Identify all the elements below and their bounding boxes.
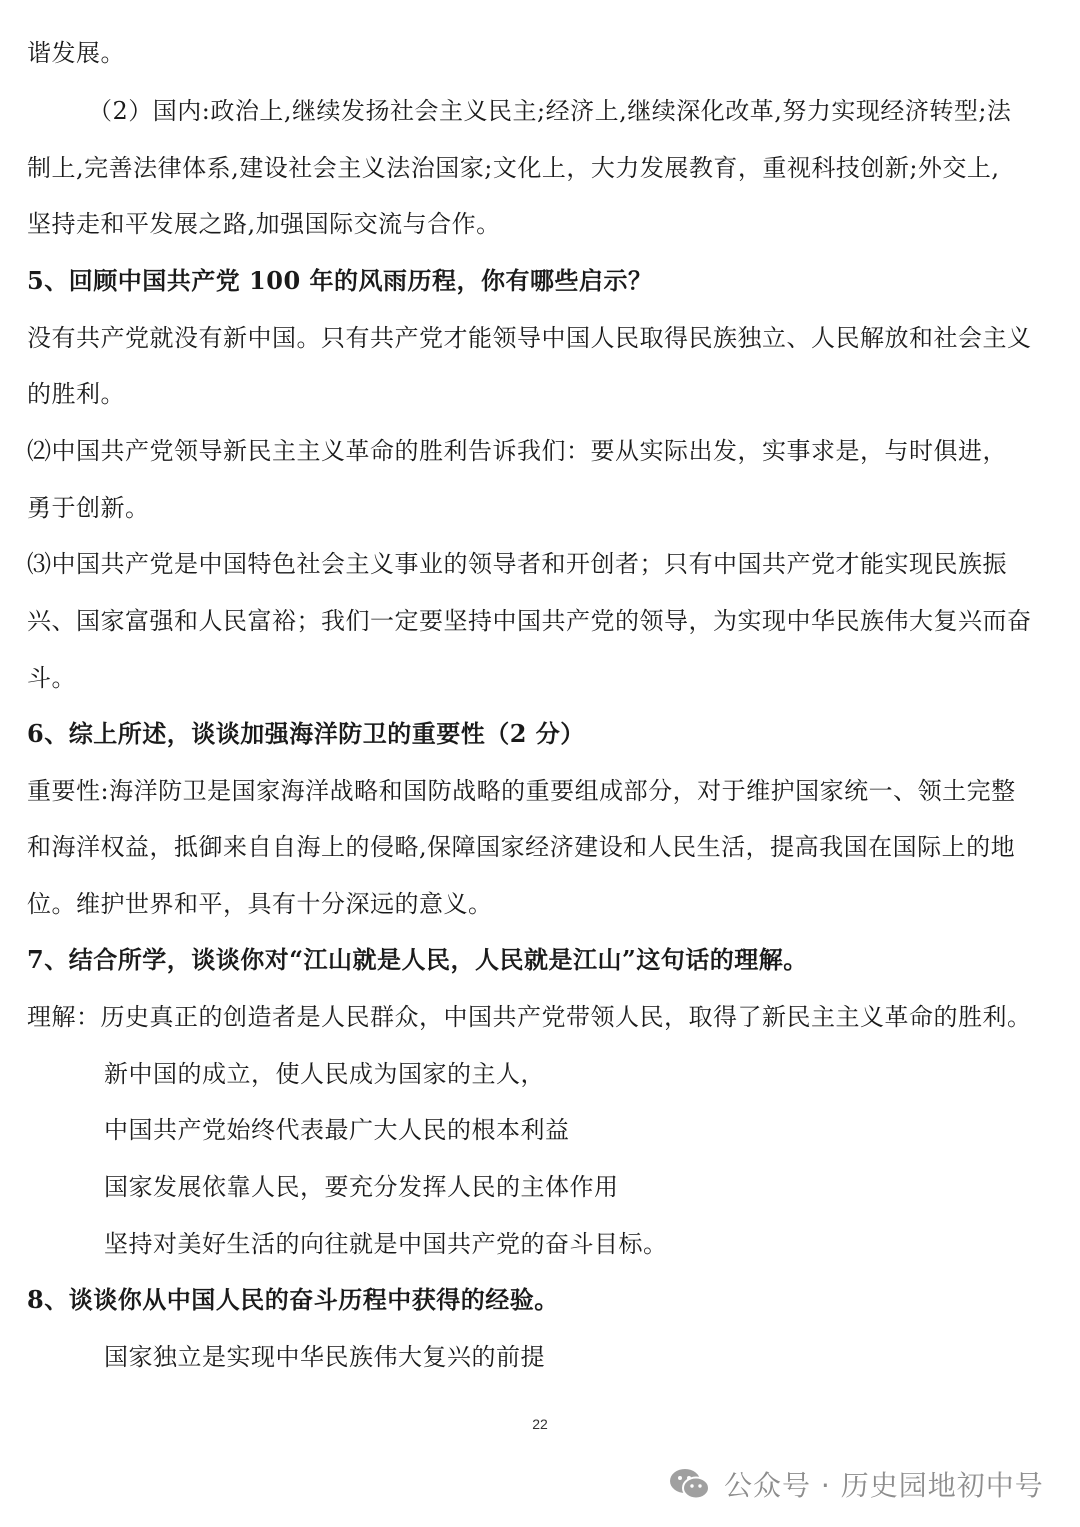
- text-line: 坚持对美好生活的向往就是中国共产党的奋斗目标。: [104, 1230, 668, 1258]
- text-line: 国家独立是实现中华民族伟大复兴的前提: [104, 1343, 545, 1371]
- question-5-heading: 5、回顾中国共产党 100 年的风雨历程，你有哪些启示？: [27, 266, 653, 295]
- text-line: 兴、国家富强和人民富裕；我们一定要坚持中国共产党的领导，为实现中华民族伟大复兴而奋: [27, 607, 1032, 635]
- text-line: 中国共产党始终代表最广大人民的根本利益: [104, 1116, 570, 1144]
- page-number: 22: [532, 1416, 548, 1432]
- wechat-icon: [668, 1467, 712, 1501]
- text-line: ⑵中国共产党领导新民主主义革命的胜利告诉我们：要从实际出发，实事求是，与时俱进，: [27, 437, 1007, 465]
- text-line: 制上,完善法律体系,建设社会主义法治国家;文化上，大力发展教育，重视科技创新;外交上,: [27, 154, 1000, 182]
- text-line: ⑶中国共产党是中国特色社会主义事业的领导者和开创者；只有中国共产党才能实现民族振: [27, 550, 1007, 578]
- watermark-text: 公众号 · 历史园地初中号: [724, 1469, 1044, 1502]
- text-line: 勇于创新。: [27, 494, 150, 522]
- text-line: 和海洋权益，抵御来自自海上的侵略,保障国家经济建设和人民生活，提高我国在国际上的地: [27, 833, 1016, 861]
- text-line: 位。维护世界和平，具有十分深远的意义。: [27, 890, 493, 918]
- text-line: 没有共产党就没有新中国。只有共产党才能领导中国人民取得民族独立、人民解放和社会主义: [27, 324, 1032, 352]
- watermark: [668, 1462, 1044, 1506]
- text-line: 的胜利。: [27, 380, 125, 408]
- text-line: 坚持走和平发展之路,加强国际交流与合作。: [27, 210, 501, 238]
- question-7-heading: 7、结合所学，谈谈你对“江山就是人民，人民就是江山”这句话的理解。: [27, 945, 808, 974]
- text-line: 新中国的成立，使人民成为国家的主人，: [104, 1060, 545, 1088]
- question-6-heading: 6、综上所述，谈谈加强海洋防卫的重要性（2 分）: [27, 719, 585, 748]
- text-line: 谐发展。: [27, 39, 125, 67]
- question-8-heading: 8、谈谈你从中国人民的奋斗历程中获得的经验。: [27, 1285, 559, 1314]
- text-line: 斗。: [27, 664, 76, 692]
- text-line: （2）国内:政治上,继续发扬社会主义民主;经济上,继续深化改革,努力实现经济转型;法: [88, 97, 1012, 125]
- text-line: 理解：历史真正的创造者是人民群众，中国共产党带领人民，取得了新民主主义革命的胜利。: [27, 1003, 1032, 1031]
- text-line: 重要性:海洋防卫是国家海洋战略和国防战略的重要组成部分，对于维护国家统一、领土完整: [27, 777, 1016, 805]
- text-line: 国家发展依靠人民，要充分发挥人民的主体作用: [104, 1173, 619, 1201]
